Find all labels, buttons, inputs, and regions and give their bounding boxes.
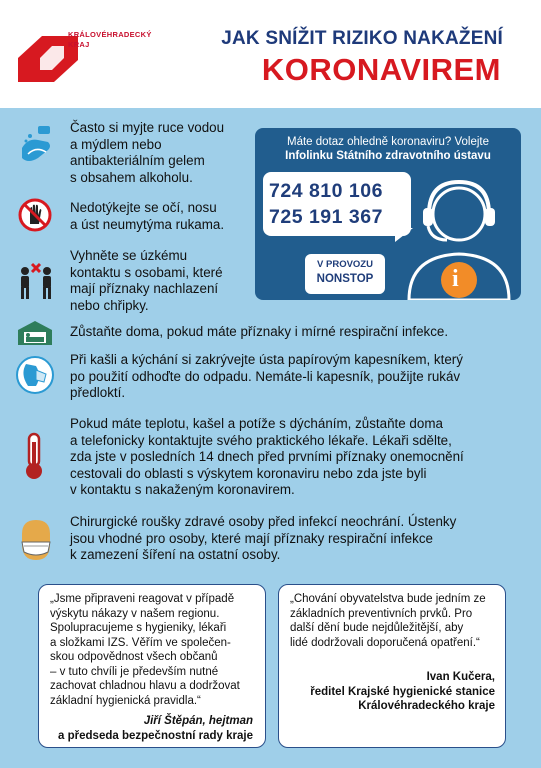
phone-number-1[interactable]: 724 810 106 xyxy=(269,180,383,202)
tip-thermometer xyxy=(70,416,464,499)
quote-line: zachovat chladnou hlavu a dodržovat xyxy=(50,680,240,692)
infoline-box xyxy=(255,128,521,300)
tip-line: antibakteriálním gelem xyxy=(70,153,205,168)
signature-line: ředitel Krajské hygienické stanice xyxy=(310,685,495,698)
tip-line: mají příznaky nachlazení xyxy=(70,281,219,296)
quote-line: „Jsme připraveni reagovat v případě xyxy=(50,593,235,605)
stay-home-icon xyxy=(16,320,54,346)
tip-line: Zůstaňte doma, pokud máte příznaky i mírné respirační infekce. xyxy=(70,324,449,339)
infoline-question: Máte dotaz ohledně koronaviru? Volejte xyxy=(286,136,490,148)
nonstop-line-2: NONSTOP xyxy=(316,273,374,285)
no-touch-face-icon xyxy=(18,198,52,232)
quote-hejtman-signature xyxy=(58,714,253,743)
tip-avoid-contact xyxy=(70,248,223,314)
thermometer-icon xyxy=(22,432,46,480)
tip-line: Často si myjte ruce vodou xyxy=(70,120,225,135)
info-symbol-icon: i xyxy=(452,266,459,292)
tip-line: cestovali do oblasti s výskytem koronaviru nebo zda jste byli xyxy=(70,465,427,481)
tip-line: Chirurgické roušky zdravé osoby před infekcí neochrání. Ústenky xyxy=(70,514,457,529)
tip-line: nebo chřipky. xyxy=(70,297,149,313)
tip-line: a úst neumytýma rukama. xyxy=(70,216,225,232)
cough-tissue-icon xyxy=(16,356,54,394)
tip-cough-tissue xyxy=(70,352,463,402)
tip-line: v kontaktu s nakaženým koronavirem. xyxy=(70,482,295,497)
tip-line: a telefonicky kontaktujte svého praktického lékaře. Lékaři sdělte, xyxy=(70,432,452,448)
quote-line: „Chování obyvatelstva bude jedním ze xyxy=(290,593,486,605)
tip-line: Pokud máte teplotu, kašel a potíže s dýcháním, zůstaňte doma xyxy=(70,416,443,431)
tip-no-touch-face xyxy=(70,200,224,233)
tip-line: předloktí. xyxy=(70,385,126,400)
tip-line: s obsahem alkoholu. xyxy=(70,169,193,185)
tip-line: Nedotýkejte se očí, nosu xyxy=(70,200,217,215)
quote-line: skou odpovědnost všech občanů xyxy=(50,651,218,663)
quote-hejtman-text xyxy=(50,592,240,708)
quote-line: základní hygienická pravidla.“ xyxy=(50,694,201,707)
tip-line: jsou vhodné pro osoby, které mají příznaky respirační infekce xyxy=(70,530,433,546)
tip-line: po použití odhoďte do odpadu. Nemáte-li kapesník, použijte rukáv xyxy=(70,368,461,384)
tip-stay-home xyxy=(70,324,448,341)
tip-line: k zamezení šíření na ostatní osoby. xyxy=(70,547,281,562)
tip-hand-washing xyxy=(70,120,224,186)
face-mask-icon xyxy=(16,518,56,562)
page-title-highlight: KORONAVIREM xyxy=(261,52,501,87)
signature-line: Ivan Kučera, xyxy=(426,671,495,683)
header xyxy=(0,0,541,108)
nonstop-badge xyxy=(305,254,385,294)
signature-line: Královéhradeckého kraje xyxy=(358,700,495,712)
logo-line-1: KRÁLOVÉHRADECKÝ xyxy=(68,30,152,39)
quote-line: Spolupracujeme s hygieniky, lékaři xyxy=(50,622,227,634)
page-title: JAK SNÍŽIT RIZIKO NAKAŽENÍ xyxy=(221,28,503,49)
tip-line: kontaktu s osobami, které xyxy=(70,264,223,280)
quote-line: – v tuto chvíli je především nutné xyxy=(50,665,219,678)
logo-line-2: KRAJ xyxy=(68,40,90,49)
tip-line: Vyhněte se úzkému xyxy=(70,248,188,263)
nonstop-line-1: V PROVOZU xyxy=(317,259,373,270)
phone-bubble xyxy=(263,172,411,236)
quote-line: základních preventivních prvků. Pro xyxy=(290,607,473,620)
hand-washing-icon xyxy=(18,124,56,168)
region-logo-text xyxy=(68,30,152,50)
phone-number-2[interactable]: 725 191 367 xyxy=(269,206,383,228)
tip-line: Při kašli a kýchání si zakrývejte ústa papírovým kapesníkem, který xyxy=(70,352,463,367)
infoline-name: Infolinku Státního zdravotního ústavu xyxy=(285,150,491,162)
quote-line: lidé dodržovali doporučená opatření.“ xyxy=(290,636,480,649)
signature-line: Jiří Štěpán, hejtman xyxy=(143,715,253,727)
call-agent-icon xyxy=(401,172,521,300)
tip-line: zda jste v posledních 14 dnech před prvními příznaky onemocnění xyxy=(70,449,464,464)
quote-hygiene-text xyxy=(290,592,486,650)
tip-line: a mýdlem nebo xyxy=(70,136,162,152)
quote-line: výskytu nákazy v našem regionu. xyxy=(50,607,220,620)
quote-line: další dění bude nejdůležitější, aby xyxy=(290,622,464,634)
quote-hygiene-signature xyxy=(310,670,495,714)
tip-face-mask xyxy=(70,514,456,564)
signature-line: a předseda bezpečnostní rady kraje xyxy=(58,729,253,742)
quote-line: a složkami IZS. Věřím ve společen- xyxy=(50,636,231,649)
avoid-contact-icon xyxy=(16,262,58,300)
